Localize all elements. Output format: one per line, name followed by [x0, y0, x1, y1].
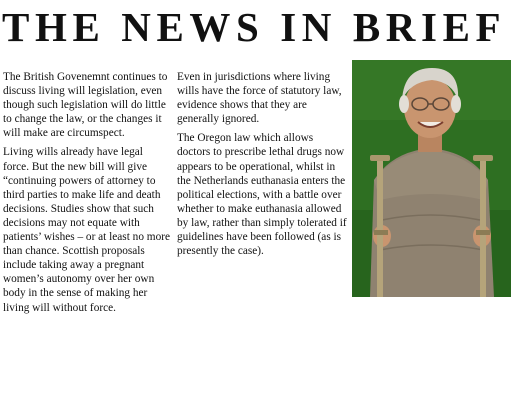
- article-column-left: [3, 70, 171, 320]
- paragraph: Living wills already have legal force. But the new bill will give “continuing powers of attorney to third parties to make life and death decisions. Studies show that such decisions may not equate with patients’ wishes – or at least no more than chance. Scottish proposals include taking away a pregnant women’s autonomy over her own body in the sense of making her living will without force.: [3, 146, 171, 314]
- paragraph: The British Govenemnt continues to discuss living will legislation, even though such legislation will do little to change the law, or the changes it will make are circumspect.: [3, 71, 168, 140]
- news-photo: [352, 60, 511, 297]
- headline: THE NEWS IN BRIEF: [2, 4, 507, 50]
- article-column-middle: [177, 70, 347, 263]
- elderly-man-photo: [352, 60, 511, 297]
- paragraph: Even in jurisdictions where living wills have the force of statutory law, evidence shows that they are generally ignored.: [177, 71, 342, 126]
- paragraph: The Oregon law which allows doctors to prescribe lethal drugs now appears to be operational, whilst in the Netherlands euthanasia enters the political elections, with a battle over whether to make euthanasia allowed by law, rather than simply tolerated if guidelines have been followed (as is presently the case).: [177, 132, 347, 258]
